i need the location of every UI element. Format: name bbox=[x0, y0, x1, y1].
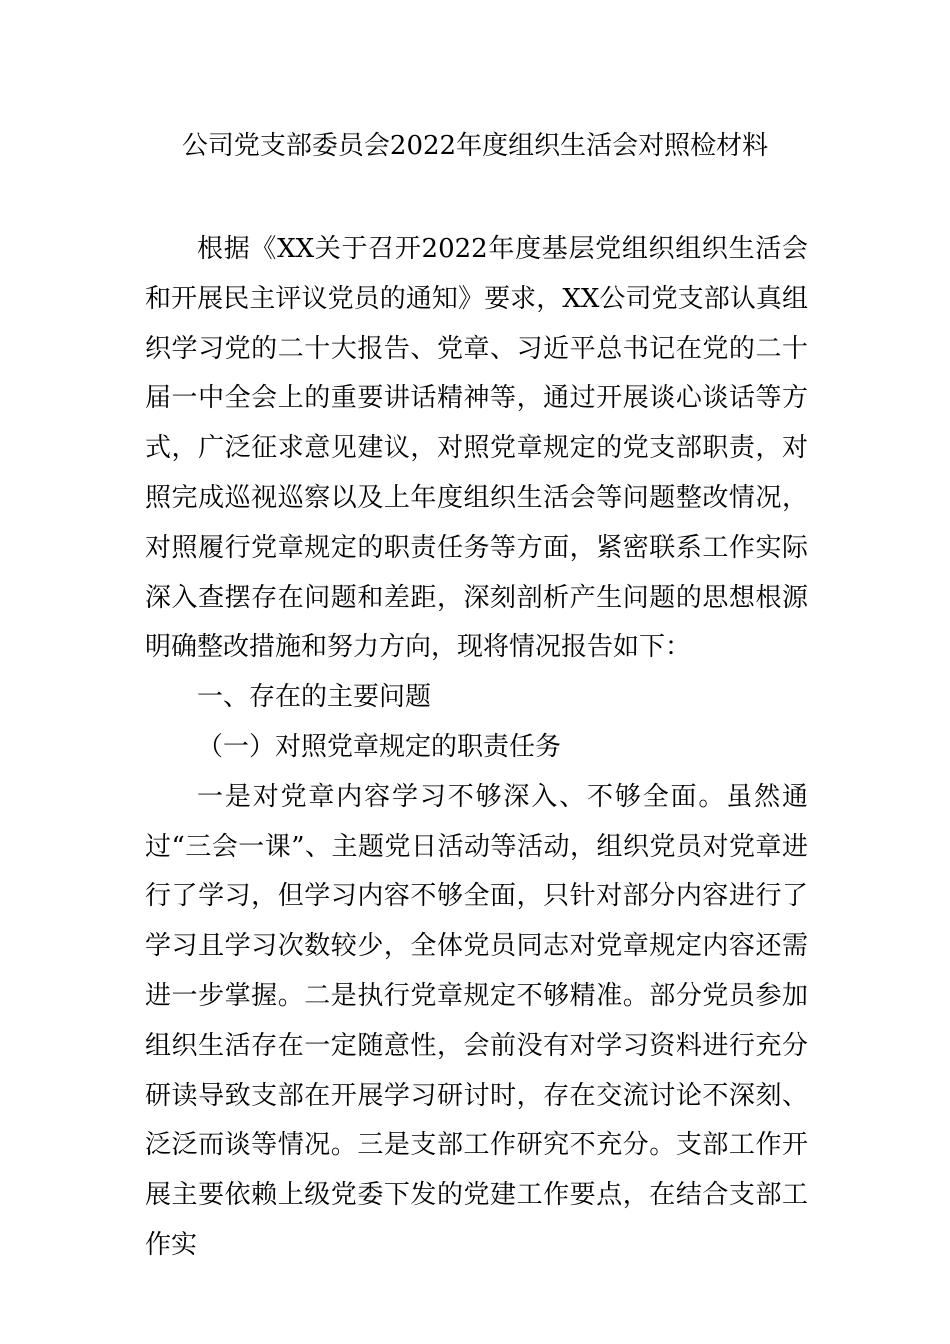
section-heading: 一、存在的主要问题 bbox=[197, 682, 432, 713]
document-body bbox=[145, 225, 808, 1271]
document-title: 公司党支部委员会2022年度组织生活会对照检材料 bbox=[181, 131, 769, 161]
intro-paragraph: 根据《XX关于召开2022年度基层党组织组织生活会和开展民主评议党员的通知》要求，XX公司党支部认真组织学习党的二十大报告、党章、习近平总书记在党的二十届一中全会上的重要讲话精神等，通过开展谈心谈话等方式，广泛征求意见建议，对照党章规定的党支部职责，对照完成巡视巡察以及上年度组织生活会等问题整改情况，对照履行党章规定的职责任务等方面，紧密联系工作实际深入查摆存在问题和差距，深刻剖析产生问题的思想根源明确整改措施和努力方向，现将情况报告如下： bbox=[145, 234, 808, 663]
subsection-paragraph: 一是对党章内容学习不够深入、不够全面。虽然通过“三会一课”、主题党日活动等活动，组织党员对党章进行了学习，但学习内容不够全面，只针对部分内容进行了学习且学习次数较少，全体党员同志对党章规定内容还需进一步掌握。二是执行党章规定不够精准。部分党员参加组织生活存在一定随意性，会前没有对学习资料进行充分研读导致支部在开展学习研讨时，存在交流讨论不深刻、泛泛而谈等情况。三是支部工作研究不充分。支部工作开展主要依赖上级党委下发的党建工作要点，在结合支部工作实 bbox=[145, 781, 808, 1260]
subsection-heading: （一）对照党章规定的职责任务 bbox=[197, 731, 562, 762]
